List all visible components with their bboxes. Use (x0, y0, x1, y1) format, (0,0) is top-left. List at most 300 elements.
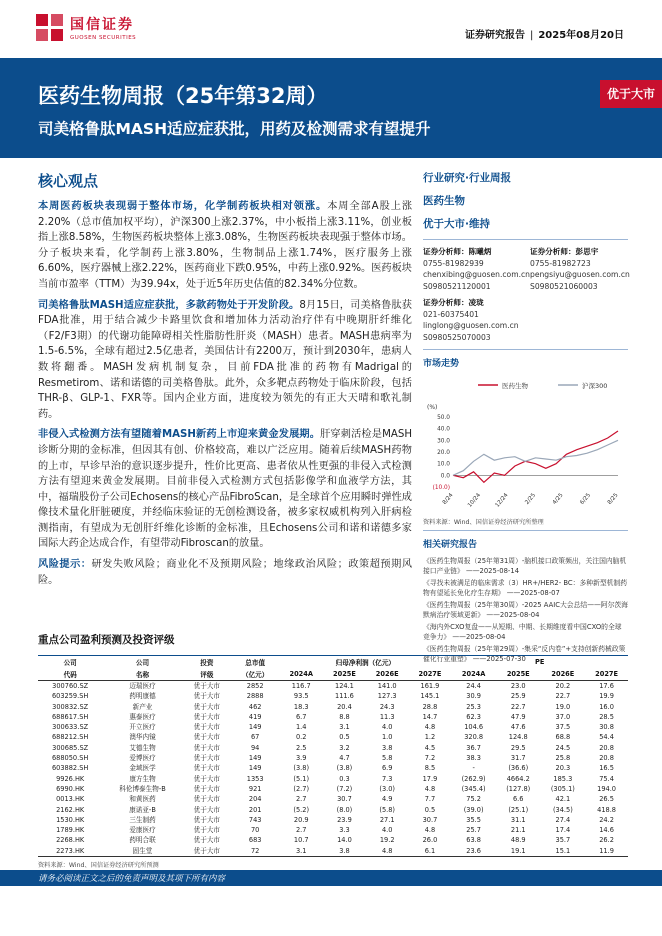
table-cell: 300685.SZ (52, 743, 89, 752)
table-cell: 104.6 (464, 723, 484, 732)
table-cell: 优于大市 (193, 774, 221, 783)
table-cell: 1.2 (424, 733, 436, 742)
table-cell: 20.8 (599, 754, 614, 763)
analyst-cert: S0980521120001 (423, 281, 491, 291)
table-cell: 优于大市 (193, 764, 221, 773)
table-cell: 7.7 (424, 795, 436, 804)
table-cell: (5.8) (379, 805, 396, 814)
table-cell: 25.9 (510, 692, 526, 701)
table-cell: 20.9 (293, 815, 309, 824)
paragraph-market (38, 199, 412, 293)
table-cell: 37.5 (555, 723, 571, 732)
table-cell: 2.7 (295, 826, 307, 835)
table-cell: 21.1 (510, 826, 526, 835)
table-cell: 17.4 (555, 826, 571, 835)
table-cell: 3.9 (295, 754, 307, 763)
table-cell: (127.8) (506, 784, 531, 793)
page-title: 医药生物周报（25年第32周） (38, 84, 328, 108)
table-row (38, 815, 628, 825)
logo-text-en: GUOSEN SECURITIES (70, 35, 137, 41)
table-cell: 18.3 (293, 702, 309, 711)
earnings-table (38, 655, 628, 857)
table-cell: 75.4 (599, 774, 614, 783)
table-cell: 康诺亚-B (129, 805, 156, 814)
table-cell: 28.5 (599, 712, 614, 721)
table-cell: 5.8 (381, 754, 393, 763)
table-cell: 4.0 (381, 723, 393, 732)
table-cell: 62.3 (466, 712, 481, 721)
x-tick-label: 8/24 (441, 492, 455, 506)
market-trend-chart (423, 375, 628, 515)
table-cell: (5.1) (293, 774, 310, 783)
legend-label: 沪深300 (582, 382, 608, 390)
table-cell: 72 (231, 846, 279, 857)
table-header-cell: PE (534, 658, 545, 666)
table-cell: 优于大市 (193, 754, 221, 763)
table-cell: 27.4 (555, 815, 571, 824)
table-cell: 10.7 (293, 836, 309, 845)
logo (36, 14, 136, 42)
table-cell: 26.2 (599, 836, 614, 845)
table-cell: 124.8 (508, 733, 528, 742)
report-date: 2025年08月20日 (538, 30, 624, 41)
table-cell: 300832.SZ (52, 702, 89, 711)
rating-badge: 优于大市 (600, 80, 662, 108)
table-cell: 4.5 (424, 743, 436, 752)
table-cell: 31.1 (510, 815, 526, 824)
industry-label: 行业研究·行业周报 (423, 172, 511, 184)
table-cell: 24.5 (555, 743, 571, 752)
page-subtitle: 司美格鲁肽MASH适应症获批，用药及检测需求有望提升 (38, 120, 431, 138)
table-cell: 19.0 (555, 702, 571, 711)
table-cell: 683 (248, 836, 262, 845)
table-row (38, 835, 628, 845)
table-header-cell: 归母净利润（亿元） (335, 659, 396, 667)
table-cell: 124.1 (335, 682, 354, 690)
table-cell: 优于大市 (193, 805, 221, 814)
table-header-cell: 2024A (451, 668, 496, 681)
table-cell: 25.7 (466, 826, 481, 835)
table-header-cell: （亿元） (231, 668, 279, 681)
table-row (38, 732, 628, 742)
table-cell: 优于大市 (193, 723, 221, 732)
table-row (38, 825, 628, 835)
table-cell: 22.7 (555, 692, 571, 701)
table-row (38, 763, 628, 773)
table-row (38, 805, 628, 815)
table-cell: 1.4 (295, 723, 307, 732)
table-cell: 金域医学 (129, 764, 156, 773)
table-cell: 94 (250, 743, 260, 752)
table-cell: 8.5 (424, 764, 436, 773)
table-cell: 320.8 (464, 733, 484, 742)
table-cell: 23.0 (510, 682, 526, 690)
page-header (0, 0, 662, 58)
table-cell: 19.9 (599, 692, 614, 701)
report-type: 证券研究报告 (464, 30, 525, 41)
table-header-row (38, 656, 628, 669)
table-cell: 4664.2 (506, 774, 530, 783)
y-tick-label: 10.0 (437, 461, 450, 468)
table-cell: 300760.SZ (52, 682, 89, 690)
table-cell: 0.5 (424, 805, 436, 814)
paragraph-body: 肝穿刺活检是MASH诊断分期的金标准，但因其有创、价格较高，难以广泛应用。随着后续MASH药物的上市，早诊早治的意识逐步提升，性价比更高、患者依从性更强的非侵入式检测方法有望迎来黄金发展期。目前非侵入式检测方式包括影像学和血液学方法，其中，福瑞股份子公司Echosens的核心产品FibroScan，是全球首个应用瞬时弹性成像技术量化肝脏硬度，并经临床验证的无创检测设备，被多家权威机构列入肝病检测指南，有望成为无创肝纤维化诊断的金标准，且Echosens公司和诺和诺德多家国际大药企达成合作，有望带动Fibroscan的放量。 (38, 429, 412, 550)
table-cell: 4.8 (366, 846, 409, 857)
table-row (38, 794, 628, 804)
related-title: 相关研究报告 (423, 540, 478, 550)
analyst-email: chenxibing@guosen.com.cn (423, 270, 530, 279)
table-cell: 24.3 (379, 702, 395, 711)
table-cell: 185.3 (553, 774, 573, 783)
series-line (453, 440, 618, 475)
table-cell: 15.1 (541, 846, 586, 857)
table-cell: 6.7 (295, 712, 307, 721)
table-cell: 23.6 (451, 846, 496, 857)
table-cell: 3.8 (381, 743, 393, 752)
table-cell: 开立医疗 (129, 723, 156, 732)
table-cell: 93.5 (293, 692, 309, 701)
table-cell: 4.0 (381, 826, 393, 835)
table-cell: 3.1 (279, 846, 323, 857)
table-cell: 4.8 (424, 826, 436, 835)
table-cell: 迈瑞医疗 (129, 682, 156, 690)
table-cell: 14.0 (337, 836, 352, 845)
table-cell: - (472, 764, 475, 773)
table-cell: 688617.SH (51, 712, 89, 721)
table-header-cell: 2026E (366, 668, 409, 681)
table-cell: (25.1) (508, 805, 529, 814)
table-cell: 14.6 (599, 826, 614, 835)
table-cell: 4.8 (424, 784, 436, 793)
analyst-name: 证券分析师：陈曦炳 (423, 247, 492, 256)
x-tick-label: 8/25 (606, 492, 620, 506)
table-cell: 爱博医疗 (129, 754, 156, 763)
table-cell: 7.2 (424, 754, 436, 763)
table-cell: 2268.HK (56, 836, 85, 845)
table-cell: 48.9 (510, 836, 526, 845)
table-cell: 科伦博泰生物-B (119, 784, 166, 793)
table-cell: 20.2 (555, 682, 571, 690)
paragraph-lead: 风险提示： (38, 559, 92, 571)
analyst-cert: S0980525070003 (423, 332, 491, 342)
footer (0, 870, 662, 886)
table-cell: 艾德生物 (129, 743, 156, 752)
related-report-item[interactable]: 《医药生物周报（25年第30周）-2025 AAIC大会总结——阿尔茨海默病治疗领域更新》 ——2025-08-04 (423, 601, 628, 619)
table-cell: 2273.HK (38, 846, 102, 857)
table-cell: (8.0) (336, 805, 353, 814)
table-cell: 603259.SH (51, 692, 89, 701)
table-header-cell: 公司 (63, 659, 77, 667)
table-title: 重点公司盈利预测及投资评级 (38, 634, 175, 646)
table-cell: 2888 (246, 692, 264, 701)
table-cell: 优于大市 (193, 836, 221, 845)
table-cell: 新产业 (132, 702, 153, 711)
x-tick-label: 12/24 (494, 492, 510, 509)
table-cell: 3.1 (339, 723, 350, 732)
table-cell: 1530.HK (56, 815, 85, 824)
report-meta: 证券研究报告 | 2025年08月20日 (464, 30, 624, 41)
analyst-name: 证券分析师：凌珑 (423, 298, 484, 307)
table-cell: 743 (248, 815, 262, 824)
analysts-row (423, 246, 628, 292)
paragraph-semaglutide (38, 298, 412, 423)
table-row (38, 702, 628, 712)
paragraph-body: 本周全部A股上涨2.20%（总市值加权平均），沪深300上涨2.37%，中小板指上涨3.11%，创业板指上涨8.58%，生物医药板块整体上涨3.08%，生物医药板块表现强于整体市场。分子板块来看，化学制药上涨3.80%，生物制品上涨1.74%，医疗服务上涨6.60%，医疗器械上涨2.22%，医药商业下跌0.95%，中药上涨0.92%。医药板块当前市盈率（TTM）为39.94x，处于近5年历史估值的82.34%分位数。 (38, 201, 413, 290)
table-cell: 688050.SH (51, 754, 89, 763)
table-row (38, 743, 628, 753)
table-row (38, 712, 628, 722)
analyst-card (530, 246, 630, 292)
table-cell: (3.0) (379, 784, 396, 793)
table-cell: 19.2 (379, 836, 395, 845)
analysts-row (423, 297, 628, 343)
related-report-item[interactable]: 《寻找未被满足的临床需求（3）HR+/HER2- BC：多种新型机制药物有望延长免化疗生存期》 ——2025-08-07 (423, 579, 628, 597)
y-tick-label: 20.0 (437, 450, 450, 456)
table-header-cell: 总市值 (245, 659, 266, 667)
table-cell: 27.1 (379, 815, 395, 824)
table-cell: 8.8 (339, 712, 350, 721)
footer-disclaimer: 请务必阅读正文之后的免责声明及其项下所有内容 (38, 874, 226, 884)
analyst-email: linglong@guosen.com.cn (423, 321, 519, 330)
table-cell: 优于大市 (193, 784, 221, 793)
table-cell: 6990.HK (56, 784, 85, 793)
analyst-cert: S0980521060003 (530, 281, 598, 291)
table-cell: 0.2 (295, 733, 307, 742)
table-cell: (39.0) (463, 805, 484, 814)
chart-svg (423, 375, 628, 515)
sidebar (423, 170, 628, 666)
table-header-cell: 2024A (279, 668, 323, 681)
table-cell: 54.4 (599, 733, 614, 742)
table-row (38, 681, 628, 692)
table-cell: 25.3 (466, 702, 481, 711)
table-cell: 42.1 (555, 795, 571, 804)
related-report-item[interactable]: 《海内外CXO复盘——从短期、中期、长期维度看中国CXO的全球竞争力》 ——2025-08-04 (423, 623, 622, 641)
paragraph-lead: 司美格鲁肽MASH适应症获批，多款药物处于开发阶段。 (38, 299, 300, 311)
table-row (38, 774, 628, 784)
table-header-cell: 公司 (135, 659, 150, 667)
table-cell: 111.6 (335, 692, 354, 701)
table-header-cell: 2026E (541, 668, 586, 681)
table-cell: 药明合联 (129, 836, 156, 845)
table-cell: (7.2) (336, 784, 353, 793)
table-cell: 1789.HK (56, 826, 85, 835)
table-cell: (262.9) (461, 774, 486, 783)
table-cell: 35.7 (555, 836, 571, 845)
table-header-cell: 名称 (102, 668, 182, 681)
table-cell: 优于大市 (193, 712, 221, 721)
paragraph-body: 8月15日，司美格鲁肽获FDA批准，用于结合减少卡路里饮食和增加体力活动治疗伴有中晚期肝纤维化（F2/F3期）的代谢功能障碍相关性脂肪性肝炎（MASH）患者。MASH患病率为1.5-6.5%，全球有超过2.5亿患者，美国估计有2200万，预计到2030年，患病人数将翻番。MASH发病机制复杂，目前FDA批准的药物有Madrigal的Resmetirom、诺和诺德的司美格鲁肽。此外，众多靶点药物处于临床阶段，包括THR-β、GLP-1、FXR等。国内企业方面，进度较为领先的有正大天晴和歌礼制药。 (38, 299, 412, 420)
paragraph-lead: 非侵入式检测方法有望随着MASH新药上市迎来黄金发展期。 (38, 429, 321, 441)
paragraph-risk (38, 557, 412, 588)
table-cell: 28.8 (422, 702, 438, 711)
table-cell: (36.6) (508, 764, 529, 773)
table-row (38, 846, 628, 857)
table-cell: 7.3 (381, 774, 393, 783)
x-tick-label: 2/25 (524, 492, 538, 506)
divider (423, 349, 628, 350)
table-cell: 16.5 (599, 764, 614, 773)
table-header-cell: 2027E (409, 668, 452, 681)
table-cell: 0.3 (339, 774, 350, 783)
paragraph-noninvasive (38, 427, 412, 552)
table-cell: 194.0 (597, 784, 617, 793)
related-report-item[interactable]: 《医药生物周报（25年第29周）-集采“反内卷”+支持创新药械政策催化行业重塑》 ——2025-07-30 (423, 645, 626, 663)
table-cell: 63.8 (466, 836, 481, 845)
sector-label: 医药生物 (423, 195, 465, 207)
table-cell: 149 (248, 723, 262, 732)
table-source: 资料来源：Wind、国信证券经济研究所预测 (38, 862, 159, 870)
table-row (38, 753, 628, 763)
table-cell: 14.7 (422, 712, 438, 721)
table-cell: 2852 (246, 682, 264, 690)
analyst-card (423, 297, 519, 343)
table-cell: 419 (248, 712, 262, 721)
table-cell: 优于大市 (193, 692, 221, 701)
table-row (38, 784, 628, 794)
analyst-name: 证券分析师：彭思宇 (530, 247, 599, 256)
table-cell: 9926.HK (56, 774, 85, 783)
x-tick-label: 10/24 (467, 492, 483, 509)
table-cell: 0.5 (339, 733, 350, 742)
table-header-cell: 代码 (38, 668, 102, 681)
table-cell: 20.3 (555, 764, 571, 773)
section-title: 核心观点 (38, 172, 99, 190)
table-cell: 爱康医疗 (129, 826, 156, 835)
table-cell: (3.8) (293, 764, 310, 773)
table-cell: 145.1 (420, 692, 440, 701)
table-cell: 3.8 (323, 846, 366, 857)
table-cell: 31.7 (510, 754, 526, 763)
table-cell: 优于大市 (193, 702, 221, 711)
table-cell: 优于大市 (193, 815, 221, 824)
table-cell: 三生制药 (129, 815, 156, 824)
logo-mark-icon (36, 14, 64, 42)
table-cell: 24.4 (466, 682, 481, 690)
table-cell: 6.6 (512, 795, 524, 804)
table-cell: 优于大市 (193, 743, 221, 752)
paragraph-body: 研发失败风险；商业化不及预期风险；地缘政治风险；政策超预期风险。 (38, 559, 413, 586)
table-cell: 优于大市 (193, 795, 221, 804)
table-cell: 35.5 (466, 815, 481, 824)
table-cell: 17.9 (422, 774, 438, 783)
divider (423, 239, 628, 240)
table-header-row (38, 668, 628, 681)
table-cell: 29.5 (510, 743, 526, 752)
related-report-item[interactable]: 《医药生物周报（25年第31周）-脑机接口政策频出，关注国内脑机接口产业链》 ——2025-08-14 (423, 557, 627, 575)
table-header-cell: 投资 (200, 659, 214, 667)
table-cell: 141.0 (377, 682, 397, 690)
axis-unit-label: (%) (427, 404, 438, 411)
y-tick-label: 40.0 (437, 426, 450, 433)
table-cell: 康方生物 (129, 774, 156, 783)
table-cell: (34.5) (552, 805, 573, 814)
title-banner (0, 58, 662, 158)
table-cell: 2.7 (295, 795, 307, 804)
table-cell: 25.8 (555, 754, 571, 763)
table-cell: (305.1) (550, 784, 575, 793)
table-cell: 17.6 (599, 682, 614, 690)
table-cell: 47.9 (510, 712, 526, 721)
analyst-phone: 0755-81982939 (423, 258, 484, 268)
table-cell: 1.0 (381, 733, 393, 742)
table-cell: (3.8) (336, 764, 353, 773)
table-cell: 1353 (246, 774, 264, 783)
y-tick-label: 50.0 (437, 415, 450, 421)
table-cell: 20.4 (337, 702, 352, 711)
table-cell: 2162.HK (56, 805, 85, 814)
table-cell: 4.9 (381, 795, 393, 804)
x-tick-label: 4/25 (551, 492, 565, 506)
table-cell: 201 (248, 805, 262, 814)
table-cell: 149 (248, 764, 262, 773)
series-line (453, 431, 618, 482)
paragraph-lead: 本周医药板块表现弱于整体市场，化学制药板块相对领涨。 (38, 201, 328, 212)
table-cell: 6.1 (409, 846, 452, 857)
table-cell: 37.0 (555, 712, 571, 721)
table-cell: 127.3 (377, 692, 397, 701)
table-cell: 30.7 (422, 815, 438, 824)
table-cell: 3.2 (339, 743, 350, 752)
chart-title: 市场走势 (423, 359, 460, 369)
analyst-email: pengsiyu@guosen.com.cn (530, 270, 630, 279)
table-cell: 149 (248, 754, 262, 763)
table-cell: 20.8 (599, 743, 614, 752)
table-cell: 药明康德 (129, 692, 156, 701)
table-cell: 26.5 (599, 795, 614, 804)
table-cell: 4.7 (339, 754, 350, 763)
table-cell: (345.4) (461, 784, 486, 793)
table-cell: 4.8 (424, 723, 436, 732)
table-cell: 和黄医药 (129, 795, 156, 804)
table-cell: 603882.SH (51, 764, 89, 773)
table-cell: 462 (248, 702, 262, 711)
table-header-cell: 2025E (496, 668, 541, 681)
table-cell: 418.8 (597, 805, 617, 814)
table-cell: 11.9 (585, 846, 628, 857)
core-views (38, 170, 412, 593)
table-cell: 19.1 (496, 846, 541, 857)
table-cell: 24.2 (599, 815, 614, 824)
table-cell: 67 (250, 733, 260, 742)
table-cell: (5.2) (293, 805, 310, 814)
table-cell: 36.7 (466, 743, 481, 752)
y-tick-label: (10.0) (432, 485, 450, 491)
rating-label: 优于大市·维持 (423, 218, 490, 230)
table-cell: 38.3 (466, 754, 481, 763)
table-cell: 30.8 (599, 723, 614, 732)
table-cell: 300633.SZ (52, 723, 89, 732)
table-cell: 澳华内镜 (129, 733, 156, 742)
table-cell: 921 (248, 784, 262, 793)
table-cell: 161.9 (420, 682, 440, 690)
table-cell: 优于大市 (193, 682, 221, 690)
table-cell: 30.7 (337, 795, 352, 804)
table-cell: 优于大市 (193, 826, 221, 835)
table-cell: (2.7) (293, 784, 310, 793)
x-tick-label: 6/25 (579, 492, 593, 506)
table-header-cell: 评级 (183, 668, 231, 681)
table-cell: 惠泰医疗 (129, 712, 156, 721)
y-tick-label: 0.0 (440, 473, 450, 480)
chart-source: 资料来源：Wind、国信证券经济研究所整理 (423, 519, 544, 526)
table-cell: 23.9 (337, 815, 352, 824)
table-cell: 116.7 (291, 682, 311, 690)
table-cell: 688212.SH (51, 733, 89, 742)
table-cell: 68.8 (555, 733, 571, 742)
earnings-table-section (38, 632, 628, 869)
table-header-cell: 2027E (585, 668, 628, 681)
